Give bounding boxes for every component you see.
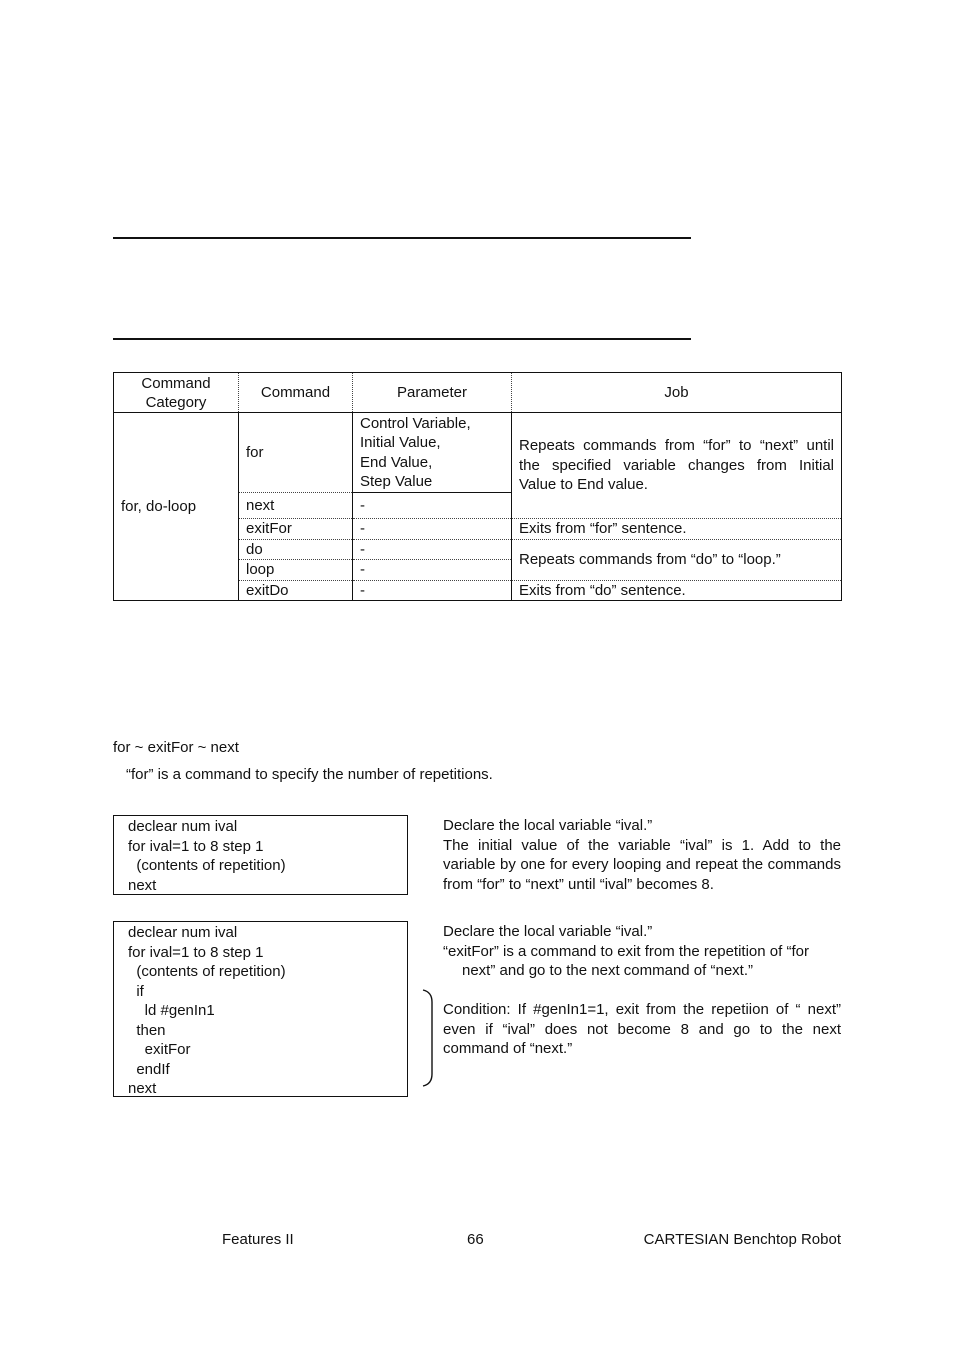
- code-line: next: [128, 876, 157, 894]
- code-example-1: [113, 815, 408, 895]
- header-command-category: [114, 373, 239, 413]
- command-cell-exitdo: exitDo: [239, 580, 353, 601]
- section-intro: “for” is a command to specify the number of repetitions.: [126, 766, 493, 783]
- parameter-cell-exitdo: -: [353, 580, 512, 601]
- parameter-line: Step Value: [360, 473, 433, 490]
- command-cell-for: for: [239, 413, 353, 493]
- header-parameter: Parameter: [353, 373, 512, 413]
- footer-left: Features II: [222, 1231, 294, 1248]
- job-cell-do-loop: Repeats commands from “do” to “loop.”: [512, 539, 842, 580]
- description-spacer: [443, 981, 841, 1001]
- parameter-cell-exitfor: -: [353, 519, 512, 540]
- right-brace-icon: [420, 988, 436, 1088]
- description-line: Declare the local variable “ival.”: [443, 817, 653, 834]
- description-condition: Condition: If #genIn1=1, exit from the repetiion of “ next” even if “ival” does not become 8 and go to the next command of “next.”: [443, 1001, 841, 1057]
- code-line: exitFor: [128, 1041, 191, 1058]
- code-line: endIf: [128, 1060, 170, 1078]
- command-cell-exitfor: exitFor: [239, 519, 353, 540]
- header-command-category-text: Command Category: [141, 374, 211, 411]
- description-paragraph: The initial value of the variable “ival” is 1. Add to the variable by one for every looping and repeat the commands from “for” to “next” until “ival” becomes 8.: [443, 836, 841, 893]
- description-line: Declare the local variable “ival.”: [443, 923, 653, 940]
- section-heading: for ~ exitFor ~ next: [113, 739, 239, 756]
- parameter-line: Initial Value,: [360, 434, 441, 451]
- footer-right: CARTESIAN Benchtop Robot: [643, 1231, 841, 1248]
- job-cell-exitdo: Exits from “do” sentence.: [512, 580, 842, 601]
- command-cell-do: do: [239, 539, 353, 560]
- command-cell-next: next: [239, 493, 353, 519]
- parameter-cell-do: -: [353, 539, 512, 560]
- code-line: next: [128, 1080, 157, 1097]
- code-line: then: [128, 1021, 166, 1039]
- parameter-cell-for: [353, 413, 512, 493]
- parameter-line: Control Variable,: [360, 414, 471, 432]
- rule-bottom: [113, 338, 691, 340]
- header-job: Job: [512, 373, 842, 413]
- category-cell: for, do-loop: [121, 497, 197, 515]
- command-table: [113, 372, 842, 601]
- parameter-line: End Value,: [360, 453, 433, 471]
- code-line: (contents of repetition): [128, 963, 286, 980]
- command-cell-loop: loop: [239, 560, 353, 581]
- example-1-description: [443, 816, 841, 894]
- example-2-description: [443, 922, 841, 1059]
- description-line: next” and go to the next command of “next.”: [462, 962, 753, 979]
- code-line: for ival=1 to 8 step 1: [128, 837, 264, 855]
- code-line: if: [128, 982, 144, 1000]
- parameter-cell-next: -: [353, 493, 512, 519]
- header-command: Command: [239, 373, 353, 413]
- table-row: [114, 413, 842, 493]
- job-cell-exitfor: Exits from “for” sentence.: [512, 519, 842, 540]
- code-example-2: [113, 921, 408, 1097]
- code-line: declear num ival: [128, 818, 238, 835]
- parameter-cell-loop: -: [353, 560, 512, 581]
- rule-top: [113, 237, 691, 239]
- footer-page-number: 66: [467, 1231, 484, 1248]
- code-line: (contents of repetition): [128, 857, 286, 874]
- description-line: “exitFor” is a command to exit from the repetition of “for: [443, 942, 809, 960]
- table-header-row: [114, 373, 842, 413]
- job-cell-for-next: Repeats commands from “for” to “next” until the specified variable changes from Initial Value to End value.: [512, 413, 842, 519]
- code-line: declear num ival: [128, 924, 238, 941]
- code-line: for ival=1 to 8 step 1: [128, 943, 264, 961]
- code-line: ld #genIn1: [128, 1002, 215, 1019]
